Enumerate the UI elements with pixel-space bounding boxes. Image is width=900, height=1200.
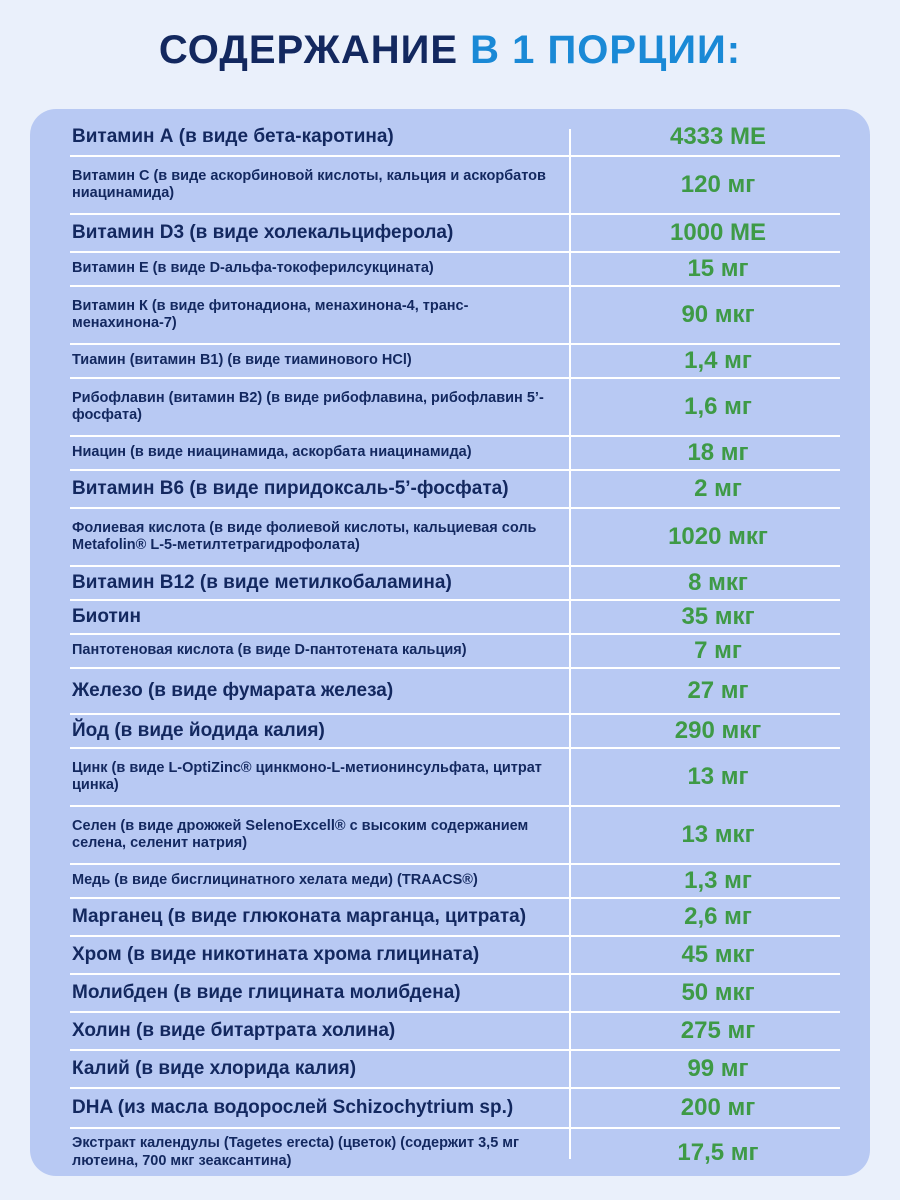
- nutrient-name: Селен (в виде дрожжей SelenoExcell® с высоким содержанием селена, селенит натрия): [72, 817, 529, 851]
- nutrient-amount: 27 мг: [687, 677, 749, 704]
- table-row: [70, 471, 840, 509]
- nutrient-name: Железо (в виде фумарата железа): [72, 679, 394, 701]
- title-part-1: СОДЕРЖАНИЕ: [158, 28, 459, 72]
- nutrient-amount: 2,6 мг: [684, 903, 752, 930]
- table-row: [70, 1013, 840, 1051]
- table-row: [70, 975, 840, 1013]
- table-row: [70, 119, 840, 157]
- table-row: [70, 715, 840, 749]
- table-row: [70, 865, 840, 899]
- table-row: [70, 669, 840, 715]
- nutrient-name: Калий (в виде хлорида калия): [72, 1057, 357, 1079]
- table-row: [70, 437, 840, 471]
- nutrient-amount: 1020 мкг: [668, 523, 768, 550]
- nutrient-name: Тиамин (витамин В1) (в виде тиаминового HCl): [72, 352, 412, 369]
- table-row: [70, 1129, 840, 1176]
- nutrient-name: Цинк (в виде L-OptiZinc® цинкмоно-L-метионинсульфата, цитрат цинка): [72, 759, 542, 793]
- nutrient-amount: 120 мг: [680, 171, 756, 198]
- table-row: [70, 635, 840, 669]
- nutrient-name: DHA (из масла водорослей Schizochytrium sp.): [72, 1096, 514, 1118]
- nutrient-name: Рибофлавин (витамин В2) (в виде рибофлавина, рибофлавин 5’-фосфата): [72, 389, 544, 423]
- nutrient-amount: 99 мг: [687, 1055, 749, 1082]
- nutrient-name: Витамин А (в виде бета-каротина): [72, 125, 394, 147]
- nutrient-name: Хром (в виде никотината хрома глицината): [72, 943, 480, 965]
- nutrient-amount: 15 мг: [687, 255, 749, 282]
- table-row: [70, 215, 840, 253]
- nutrient-name: Йод (в виде йодида калия): [72, 719, 325, 741]
- nutrient-amount: 2 мг: [694, 475, 742, 502]
- table-row: [70, 253, 840, 287]
- nutrient-name: Пантотеновая кислота (в виде D-пантотената кальция): [72, 642, 467, 659]
- nutrient-name: Витамин К (в виде фитонадиона, менахинона-4, транс-менахинона-7): [72, 297, 469, 331]
- table-row: [70, 749, 840, 807]
- nutrient-name: Витамин D3 (в виде холекальциферола): [72, 221, 454, 243]
- nutrient-name: Витамин С (в виде аскорбиновой кислоты, кальция и аскорбатов ниацинамида): [72, 167, 546, 201]
- nutrient-name: Медь (в виде бисглицинатного хелата меди) (TRAACS®): [72, 872, 478, 889]
- nutrient-amount: 1,3 мг: [684, 867, 752, 894]
- table-row: [70, 1051, 840, 1089]
- nutrient-amount: 50 мкг: [681, 979, 755, 1006]
- nutrient-amount: 90 мкг: [681, 301, 755, 328]
- table-row: [70, 287, 840, 345]
- table-row: [70, 899, 840, 937]
- table-row: [70, 345, 840, 379]
- page-title: [0, 28, 900, 73]
- nutrient-amount: 4333 МЕ: [669, 123, 767, 150]
- nutrient-name: Биотин: [72, 605, 141, 627]
- nutrient-name: Ниацин (в виде ниацинамида, аскорбата ниацинамида): [72, 444, 472, 461]
- nutrient-amount: 35 мкг: [681, 603, 755, 630]
- nutrient-amount: 1,6 мг: [684, 393, 752, 420]
- nutrient-name: Витамин В12 (в виде метилкобаламина): [72, 571, 452, 593]
- nutrition-table: [30, 109, 870, 1176]
- nutrient-amount: 13 мг: [687, 763, 749, 790]
- nutrient-amount: 18 мг: [687, 439, 749, 466]
- nutrient-name: Фолиевая кислота (в виде фолиевой кислоты, кальциевая соль Metafolin® L-5-метилтетрагидрофолата): [72, 519, 537, 553]
- table-row: [70, 807, 840, 865]
- nutrient-name: Витамин В6 (в виде пиридоксаль-5’-фосфата): [72, 477, 509, 499]
- nutrient-amount: 7 мг: [694, 637, 742, 664]
- nutrient-amount: 200 мг: [680, 1094, 756, 1121]
- nutrient-name: Холин (в виде битартрата холина): [72, 1019, 396, 1041]
- nutrient-amount: 17,5 мг: [677, 1138, 759, 1166]
- nutrient-name: Молибден (в виде глицината молибдена): [72, 981, 461, 1003]
- table-row: [70, 509, 840, 567]
- nutrient-amount: 13 мкг: [681, 821, 755, 848]
- nutrient-amount: 8 мкг: [688, 569, 748, 596]
- nutrient-amount: 1000 МЕ: [669, 219, 767, 246]
- table-row: [70, 157, 840, 215]
- table-row: [70, 1089, 840, 1129]
- nutrient-amount: 275 мг: [680, 1017, 756, 1044]
- table-row: [70, 937, 840, 975]
- table-row: [70, 601, 840, 635]
- nutrient-amount: 290 мкг: [674, 717, 762, 744]
- nutrient-name: Экстракт календулы (Tagetes erecta) (цветок) (содержит 3,5 мг лютеина, 700 мкг зеаксантина): [72, 1135, 520, 1169]
- nutrient-amount: 45 мкг: [681, 941, 755, 968]
- table-row: [70, 379, 840, 437]
- nutrient-name: Марганец (в виде глюконата марганца, цитрата): [72, 905, 527, 927]
- table-row: [70, 567, 840, 601]
- title-part-2: В 1 ПОРЦИИ:: [470, 28, 742, 72]
- nutrient-amount: 1,4 мг: [684, 347, 752, 374]
- nutrient-name: Витамин Е (в виде D-альфа-токоферилсукцината): [72, 260, 434, 277]
